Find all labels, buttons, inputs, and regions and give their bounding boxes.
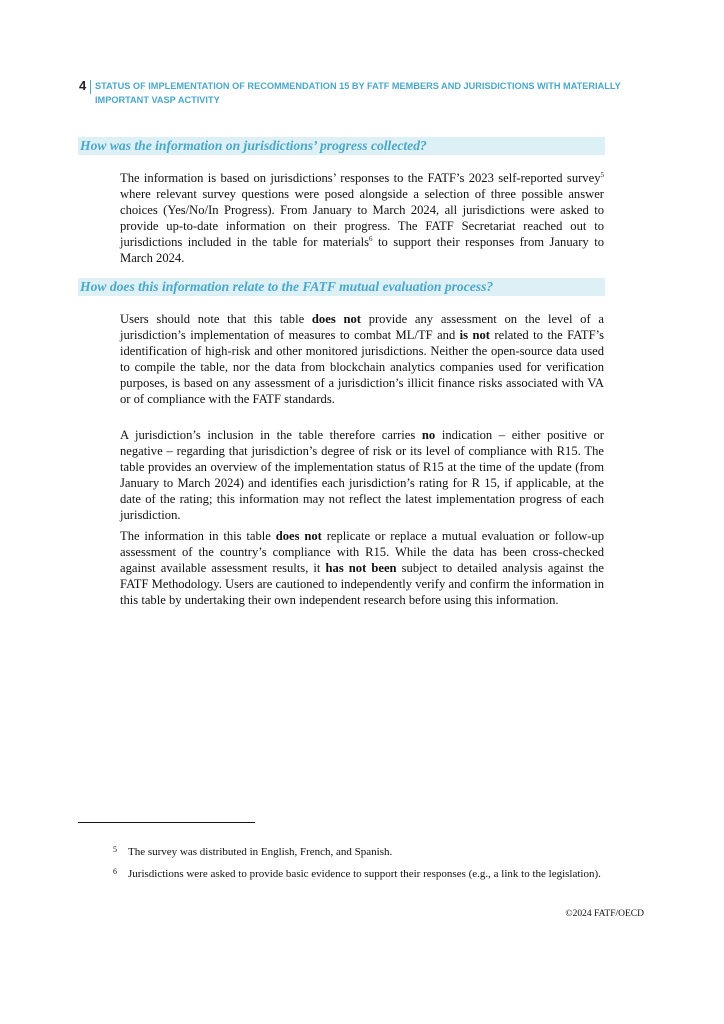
header-divider [90, 80, 91, 94]
footnote-text: Jurisdictions were asked to provide basic evidence to support their responses (e.g., a link to the legislation). [128, 868, 601, 880]
footnote-ref-5[interactable]: 5 [600, 170, 604, 179]
footnote-6 [113, 867, 605, 882]
running-header-title: STATUS OF IMPLEMENTATION OF RECOMMENDATION 15 BY FATF MEMBERS AND JURISDICTIONS WITH MATERIALLY IMPORTANT VASP ACTIVITY [95, 81, 621, 105]
paragraph-not-replicate: The information in this table does not replicate or replace a mutual evaluation or follow-up assessment of the country’s compliance with R15. While the data has been cross-checked against available assessment results, it has not been subject to detailed analysis against the FATF Methodology. Users are cautioned to independently verify and confirm the information in this table by undertaking their own independent research before using this information. [120, 529, 604, 607]
footnote-separator [78, 822, 255, 823]
footnote-text: The survey was distributed in English, French, and Spanish. [128, 846, 393, 858]
footnote-mark: 5 [113, 845, 117, 854]
paragraph-information-basis: The information is based on jurisdictions’ responses to the FATF’s 2023 self-reported survey$^5$ where relevant survey questions were posed alongside a selection of three possible answer choices (Yes/No/In Progress). From January to March 2024, all jurisdictions were asked to provide up-to-date information on their progress. The FATF Secretariat reached out to jurisdictions included in the table for materials$^6$ to support their responses from January to March 2024. [120, 170, 604, 265]
paragraph-inclusion-indication: A jurisdiction’s inclusion in the table therefore carries no indication – either positive or negative – regarding that jurisdiction’s degree of risk or its level of compliance with R15. The table provides an overview of the implementation status of R15 at the time of the update (from January to March 2024) and identifies each jurisdiction’s rating for R 15, if applicable, at the date of the rating; this information may not reflect the latest implementation progress of each jurisdiction. [120, 428, 604, 522]
page-number: 4 [79, 78, 87, 93]
section-heading-mutual-evaluation: How does this information relate to the FATF mutual evaluation process? [78, 278, 605, 296]
footnote-5 [113, 845, 605, 860]
section-heading-information-collected: How was the information on jurisdictions’ progress collected? [78, 137, 605, 155]
paragraph-users-note: Users should note that this table does not provide any assessment on the level of a jurisdiction’s implementation of measures to combat ML/TF and is not related to the FATF’s identification of high-risk and other monitored jurisdictions. Neither the open-source data used to compile the table, nor the data from blockchain analytics companies used for verification purposes, is based on any assessment of a jurisdiction’s illicit finance risks associated with VA or of compliance with the FATF standards. [120, 312, 604, 406]
footnote-ref-6[interactable]: 6 [369, 234, 373, 243]
copyright-notice: ©2024 FATF/OECD [565, 909, 644, 919]
footnote-mark: 6 [113, 867, 117, 876]
